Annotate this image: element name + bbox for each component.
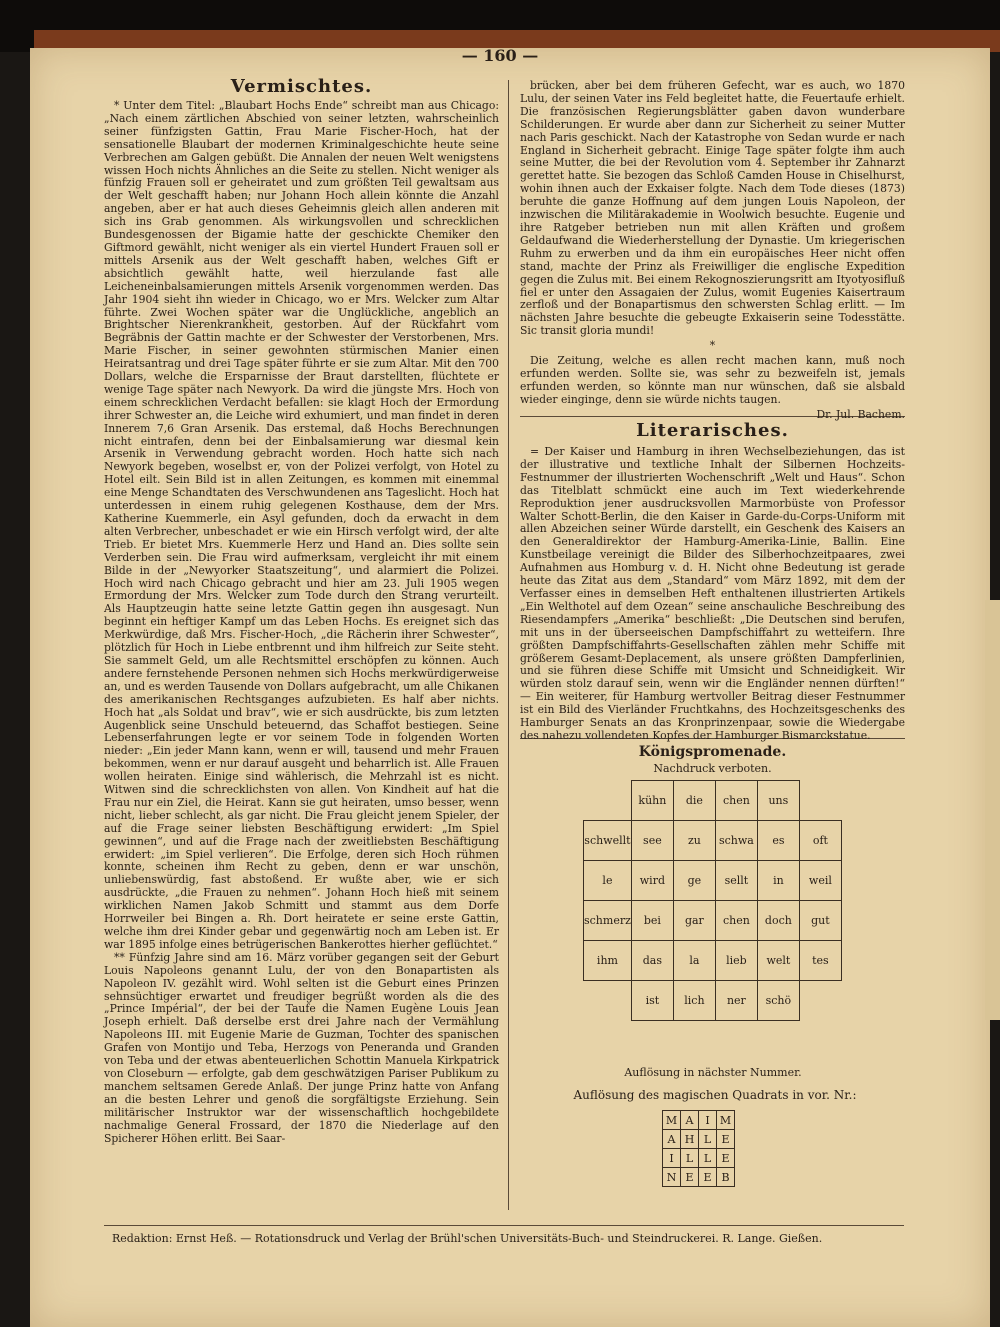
grid-cell xyxy=(799,781,841,821)
magic-cell: N xyxy=(663,1168,681,1187)
grid-cell: sellt xyxy=(715,861,757,901)
grid-cell xyxy=(584,981,632,1021)
column-left xyxy=(104,100,499,1230)
grid-cell: ge xyxy=(673,861,715,901)
magic-cell: L xyxy=(681,1149,699,1168)
grid-cell: tes xyxy=(799,941,841,981)
grid-cell: ist xyxy=(631,981,673,1021)
footer-rule xyxy=(104,1225,904,1226)
author-signature: Dr. Jul. Bachem. xyxy=(816,407,905,421)
article-blaubart: * Unter dem Titel: „Blaubart Hochs Ende“ schreibt man aus Chicago: „Nach einem zärtlichen Abschied von seiner letzten, wahrscheinlich seiner fünfzigsten Gattin, Frau Marie Fischer-Hoch, hat der sensationelle Blaubart der modernen Kriminalgeschichte heute seine Verbrechen am Galgen gebüßt. Die Annalen der neuen Welt wenigstens wissen Hoch nichts Ähnliches an die Seite zu stellen. Nicht weniger als fünfzig Frauen soll er geheiratet und zum größten Teil gewaltsam aus der Welt geschafft haben; nur Johann Hoch allein könnte die Anzahl angeben, aber er hat auch dieses Geheimnis gleich allen anderen mit sich ins Grab genommen. Als wirkungsvollen und schrecklichen Bundesgenossen der Bigamie hatte der geschickte Chemiker den Giftmord gewählt, nicht weniger als ein viertel Hundert Frauen soll er mittels Arsenik aus der Welt geschafft haben, welches Gift er absichtlich gewählt hatte, weil hierzulande fast alle Leicheneinbalsamierungen mittels Arsenik vorgenommen werden. Das Jahr 1904 sieht ihn wieder in Chicago, wo er Mrs. Welcker zum Altar führte. Zwei Wochen später war die Unglückliche, angeblich an Brightscher Nierenkrankheit, gestorben. Auf der Rückfahrt vom Begräbnis der Gattin machte er der Schwester der Verstorbenen, Mrs. Marie Fischer, in seiner gewohnten stürmischen Manier einen Heiratsantrag und drei Tage später führte er sie zum Altar. Mit den 700 Dollars, welche die Ersparnisse der Braut darstellten, flüchtete er wenige Tage später nach Newyork. Da wird die jüngste Mrs. Hoch von einem schrecklichen Verdacht befallen: sie klagt Hoch der Ermordung ihrer Schwester an, die Leiche wird exhumiert, und man findet in deren Innerem 7,6 Gran Arsenik. Das erstemal, daß Hochs Berechnungen nicht eintrafen, denn bei der Einbalsamierung war diesmal kein Arsenik in Verwendung gebracht worden. Hoch hatte sich nach Newyork begeben, woselbst er, von der Polizei verfolgt, von Hotel zu Hotel eilt. Sein Bild ist in allen Zeitungen, es kommen mit einemmal eine Menge Schandtaten des Verschwundenen ans Tageslicht. Hoch hat unterdessen in einem ruhig gelegenen Kosthause, dem der Mrs. Katherine Kuemmerle, ein Asyl gefunden, doch da erwacht in dem alten Verbrecher, unbeschadet er wie ein Hirsch verfolgt wird, der alte Trieb. Er bietet Mrs. Kuemmerle Herz und Hand an. Dies sollte sein Verderben sein. Die Frau wird aufmerksam, vergleicht ihr mit einem Bilde in der „Newyorker Staatszeitung“, und alarmiert die Polizei. Hoch wird nach Chicago gebracht und hier am 23. Juli 1905 wegen Ermordung der Mrs. Welcker zum Tode durch den Strang verurteilt. Als Hauptzeugin hatte seine letzte Gattin gegen ihn ausgesagt. Nun beginnt ein heftiger Kampf um das Leben Hochs. Es ereignet sich das Merkwürdige, daß Mrs. Fischer-Hoch, „die Rächerin ihrer Schwester“, plötzlich für Hoch in Liebe entbrennt und ihm hilfreich zur Seite steht. Sie sammelt Geld, um alle Rechtsmittel erschöpfen zu können. Auch andere fernstehende Personen nehmen sich Hochs merkwürdigerweise an, und es werden Tausende von Dollars aufgebracht, um alle Chikanen des amerikanischen Rechtsganges aufzubieten. Es half aber nichts. Hoch hat „als Soldat und brav“, wie er sich ausdrückte, bis zum letzten Augenblick seine Unschuld beteuernd, das Schaffot bestiegen. Seine Lebenserfahrungen legte er vor seinem Tode in folgenden Worten nieder: „Ein jeder Mann kann, wenn er will, tausend und mehr Frauen bekommen, wenn er nur darauf ausgeht und beharrlich ist. Alle Frauen wollen heiraten. Einige sind wählerisch, die Mehrzahl ist es nicht. Witwen sind die schrecklichsten von allen. Von Kindheit auf hat die Frau nur ein Ziel, die Heirat. Kann sie gut heiraten, umso besser, wenn nicht, lieber schlecht, als gar nicht. Die Frau gleicht jenem Spieler, der auf die Frage seiner liebsten Beschäftigung erwidert: „Im Spiel gewinnen“, und auf die Frage nach der zweitliebsten Beschäftigung erwidert: „im Spiel verlieren“. Die Erfolge, deren sich Hoch rühmen konnte, scheinen ihm Recht zu geben, denn er war unschön, unliebenswürdig, fast abstoßend. Er wußte aber, wie er sich ausdrückte, „die Frauen zu nehmen“. Johann Hoch hieß mit seinem wirklichen Namen Jakob Schmitt und stammt aus dem Dorfe Horrweiler bei Bingen a. Rh. Dort heiratete er seine erste Gattin, welche ihm drei Kinder gebar und gegenwärtig noch am Leben ist. Er war 1895 infolge eines betrügerischen Bankerottes hierher geflüchtet.“ xyxy=(104,99,499,951)
puzzle-grid xyxy=(583,780,842,1021)
puzzle-title: Königspromenade. xyxy=(638,744,787,760)
grid-cell: schwellt xyxy=(584,821,632,861)
grid-cell: see xyxy=(631,821,673,861)
grid-cell: das xyxy=(631,941,673,981)
magic-cell: E xyxy=(681,1168,699,1187)
page-number: — 160 — xyxy=(461,46,539,65)
grid-cell: uns xyxy=(757,781,799,821)
magic-cell: L xyxy=(699,1130,717,1149)
magic-cell: I xyxy=(699,1111,717,1130)
grid-cell: gut xyxy=(799,901,841,941)
magic-cell: E xyxy=(699,1168,717,1187)
magic-cell: L xyxy=(699,1149,717,1168)
magic-square-title: Auflösung des magischen Quadrats in vor. Nr.: xyxy=(573,1088,857,1102)
grid-cell: die xyxy=(673,781,715,821)
grid-cell: chen xyxy=(715,901,757,941)
grid-cell: kühn xyxy=(631,781,673,821)
grid-cell: welt xyxy=(757,941,799,981)
magic-cell: E xyxy=(717,1149,735,1168)
column-right-top xyxy=(520,79,905,421)
magic-cell: I xyxy=(663,1149,681,1168)
section-heading-vermischtes: Vermischtes. xyxy=(230,76,373,97)
puzzle-solution-note: Auflösung in nächster Nummer. xyxy=(624,1066,802,1079)
grid-cell xyxy=(799,981,841,1021)
imprint-footer: Redaktion: Ernst Heß. — Rotationsdruck und Verlag der Brühl'schen Universitäts-Buch- und Steindruckerei. R. Lange. Gießen. xyxy=(112,1232,823,1245)
magic-cell: M xyxy=(663,1111,681,1130)
puzzle-reprint-note: Nachdruck verboten. xyxy=(653,762,772,775)
grid-cell: lich xyxy=(673,981,715,1021)
grid-cell: gar xyxy=(673,901,715,941)
magic-cell: B xyxy=(717,1168,735,1187)
grid-cell: zu xyxy=(673,821,715,861)
magic-cell: M xyxy=(717,1111,735,1130)
grid-cell: doch xyxy=(757,901,799,941)
grid-cell: le xyxy=(584,861,632,901)
magic-square xyxy=(662,1110,735,1187)
column-right-literarisches xyxy=(520,445,905,742)
grid-cell: ner xyxy=(715,981,757,1021)
grid-cell: es xyxy=(757,821,799,861)
separator-star: * xyxy=(709,339,716,353)
article-lulu: ** Fünfzig Jahre sind am 16. März vorüber gegangen seit der Geburt Louis Napoleons genannt Lulu, der von den Bonapartisten als Napoleon IV. gezählt wird. Wohl selten ist die Geburt eines Prinzen sehnsüchtiger erwartet und freudiger begrüßt worden als die des „Prince Impérial“, der bei der Taufe die Namen Eugène Louis Jean Joseph erhielt. Daß derselbe erst drei Jahre nach der Vermählung Napoleons III. mit Eugenie Marie de Guzman, Tochter des spanischen Grafen von Montijo und Teba, Herzogs von Peneranda und Granden von Teba und der etwas abenteuerlichen Schottin Manuela Kirkpatrick von Closeburn — erfolgte, gab dem geschwätzigen Pariser Publikum zu manchem seltsamen Gerede Anlaß. Der junge Prinz hatte von Anfang an die besten Lehrer und genoß die sorgfältigste Erziehung. Sein militärischer Instruktor war der wissenschaftlich hochgebildete nachmalige General Frossard, der 1870 die Niederlage auf den Spicherer Höhen erlitt. Bei Saar- xyxy=(104,950,499,1145)
magic-cell: A xyxy=(681,1111,699,1130)
section-heading-literarisches: Literarisches. xyxy=(636,420,789,441)
magic-cell: A xyxy=(663,1130,681,1149)
magic-cell: E xyxy=(717,1130,735,1149)
magic-cell: H xyxy=(681,1130,699,1149)
grid-cell: in xyxy=(757,861,799,901)
grid-cell: la xyxy=(673,941,715,981)
grid-cell: schö xyxy=(757,981,799,1021)
column-divider xyxy=(508,80,509,1210)
article-kaiser-hamburg: = Der Kaiser und Hamburg in ihren Wechselbeziehungen, das ist der illustrative und textliche Inhalt der Silbernen Hochzeits-Festnummer der illustrierten Wochenschrift „Welt und Haus“. Schon das Titelblatt schmückt eine auch im Text wiederkehrende Reproduktion jener ausdrucksvollen Marmorbüste von Professor Walter Schott-Berlin, die den Kaiser in Garde-du-Corps-Uniform mit allen Abzeichen seiner Würde darstellt, ein Geschenk des Kaisers an den Generaldirektor der Hamburg-Amerika-Linie, Ballin. Eine Kunstbeilage vereinigt die Bilder des Silberhochzeitpaares, zwei Aufnahmen aus Homburg v. d. H. Nicht ohne Bedeutung ist gerade heute das Zitat aus dem „Standard“ vom März 1892, mit dem der Verfasser eines in demselben Heft enthaltenen illustrierten Artikels „Ein Welthotel auf dem Ozean“ seine anschauliche Beschreibung des Riesendampfers „Amerika“ beschließt: „Die Deutschen sind berufen, mit uns in der überseeischen Dampfschiffahrt zu wetteifern. Ihre größten Dampfschiffahrts-Gesellschaften zählen mehr Schiffe mit größerem Gesamt-Deplacement, als unsere größten Dampferlinien, und sie führen diese Schiffe mit Umsicht und Schneidigkeit. Wir würden stolz darauf sein, wenn wir die Engländer nennen dürften!“ — Ein weiterer, für Hamburg wertvoller Beitrag dieser Festnummer ist ein Bild des Vierländer Fruchtkahns, des Hochzeitsgeschenks des Hamburger Senats an das Kronprinzenpaar, sowie die Wiedergabe des nahezu vollendeten Kopfes der Hamburger Bismarckstatue. xyxy=(520,445,905,742)
grid-cell: chen xyxy=(715,781,757,821)
grid-cell: bei xyxy=(631,901,673,941)
article-lulu-continued: brücken, aber bei dem früheren Gefecht, war es auch, wo 1870 Lulu, der seinen Vater ins Feld begleitet hatte, die Feuertaufe erhielt. Die französischen Regierungsblätter gaben davon wunderbare Schilderungen. Er wurde aber dann zur Sicherheit zu seiner Mutter nach Paris geschickt. Nach der Katastrophe von Sedan wurde er nach England in Sicherheit gebracht. Einige Tage später folgte ihm auch seine Mutter, die bei der Revolution vom 4. September ihr Zahnarzt gerettet hatte. Sie bezogen das Schloß Camden House in Chiselhurst, wohin ihnen auch der Exkaiser folgte. Nach dem Tode dieses (1873) beruhte die ganze Hoffnung auf dem jungen Louis Napoleon, der inzwischen die Militärakademie in Woolwich besuchte. Eugenie und ihre Ratgeber betrieben nun mit allen Kräften und großem Geldaufwand die Wiederherstellung der Dynastie. Um kriegerischen Ruhm zu erwerben und da ihm ein europäisches Heer nicht offen stand, machte der Prinz als Freiwilliger die englische Expedition gegen die Zulus mit. Bei einem Rekognoszierungsritt am Ityotyosifluß fiel er unter den Assagaien der Zulus, womit Eugenies Kaisertraum zerfloß und der Bonapartismus den schwersten Schlag erlitt. — Im nächsten Jahre besuchte die gebeugte Exkaiserin seine Todesstätte. Sic transit gloria mundi! xyxy=(520,79,905,338)
adjacent-page-strip xyxy=(985,600,1000,1020)
article-zeitung: Die Zeitung, welche es allen recht machen kann, muß noch erfunden werden. Sollte sie, was sehr zu bezweifeln ist, jemals erfunden werden, so könnte man nur wünschen, daß sie alsbald wieder einginge, denn sie würde nichts taugen. xyxy=(520,354,905,406)
grid-cell: schmerz xyxy=(584,901,632,941)
grid-cell xyxy=(584,781,632,821)
grid-cell: lieb xyxy=(715,941,757,981)
grid-cell: schwa xyxy=(715,821,757,861)
grid-cell: wird xyxy=(631,861,673,901)
grid-cell: oft xyxy=(799,821,841,861)
grid-cell: ihm xyxy=(584,941,632,981)
grid-cell: weil xyxy=(799,861,841,901)
